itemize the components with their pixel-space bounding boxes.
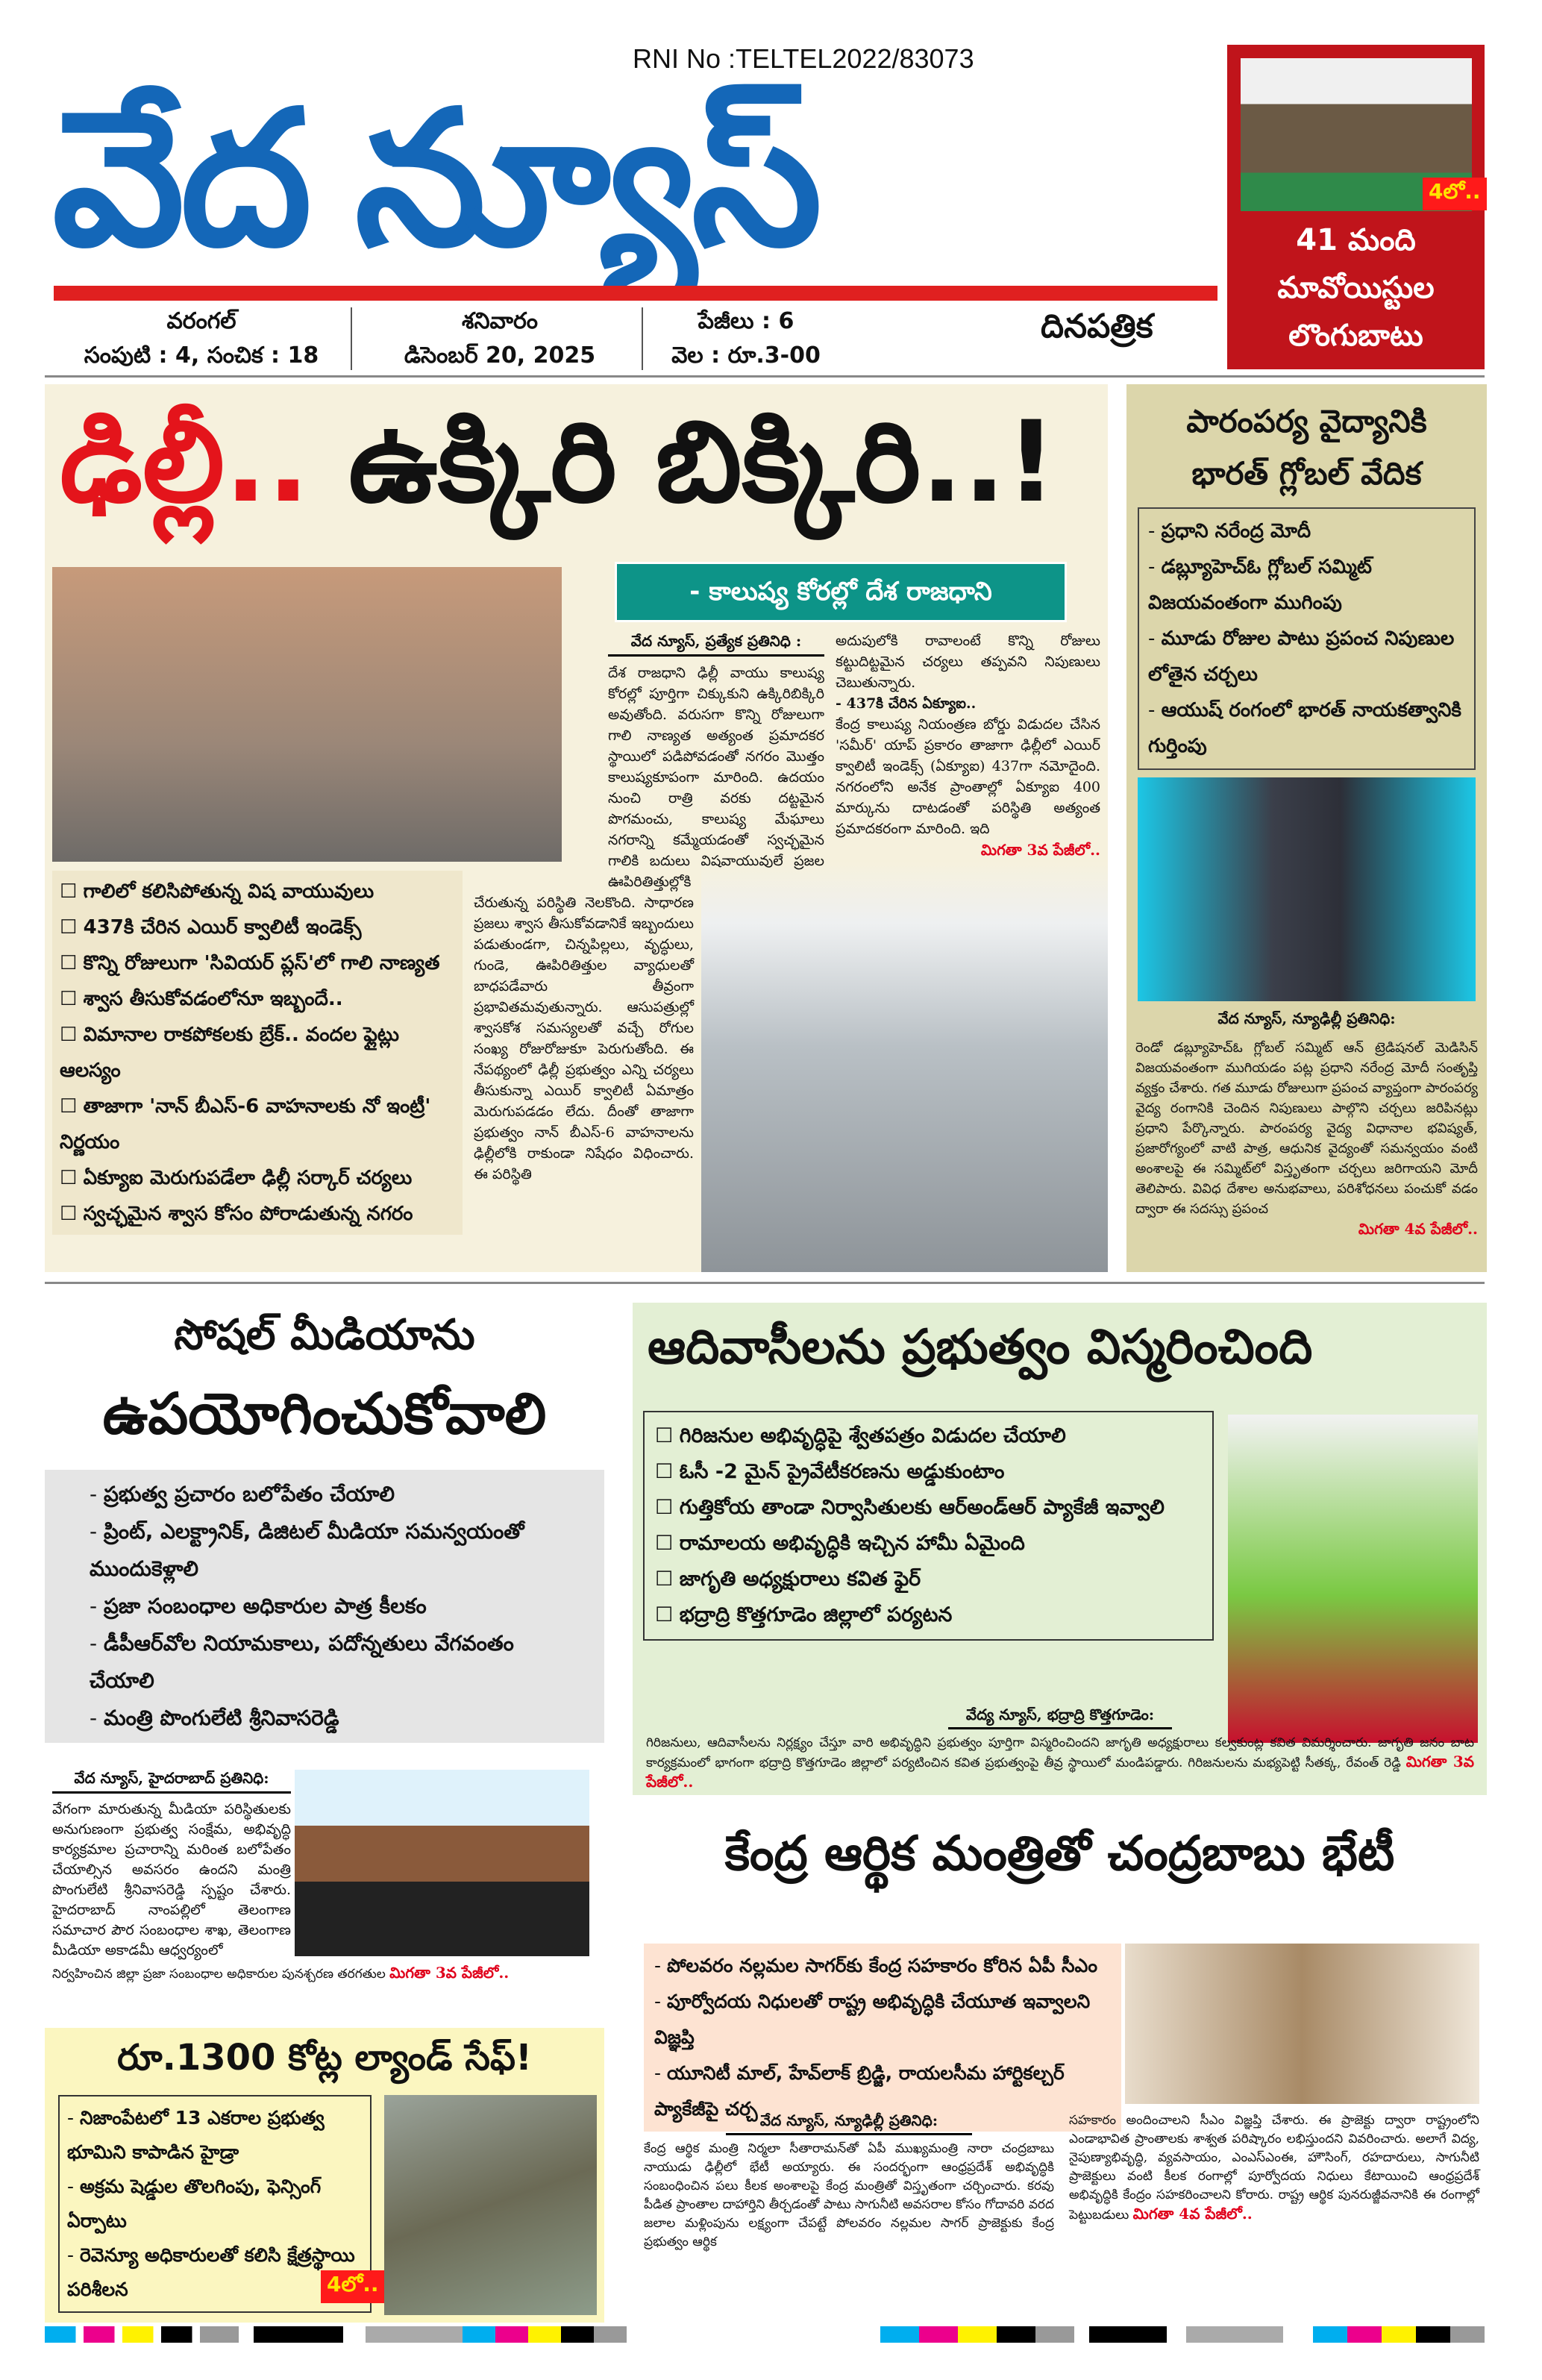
article-body: వేగంగా మారుతున్న మీడియా పరిస్థితులకు అనుగుణంగా ప్రభుత్వ సంక్షేమ, అభివృద్ధి కార్యక్రమాల ప్రచారాన్ని మరింత బలోపేతం చేయాల్సిన అవసరం ఉందని మంత్రి పొంగులేటి శ్రీనివాసరెడ్డి స్పష్టం చేశారు. హైదరాబాద్ నాంపల్లిలో తెలంగాణ సమాచార పౌర సంబంధాల శాఖ, తెలంగాణ మీడియా అకాడమీ ఆధ్వర్యంలో [52, 1801, 291, 1958]
social-highlights [45, 1470, 604, 1743]
headline-black: ఉక్కిరి బిక్కిరి..! [348, 398, 1057, 527]
byline: వేద న్యూస్, న్యూఢిల్లీ ప్రతినిధి: [1217, 1009, 1396, 1027]
highlight: - పూర్వోదయ నిధులతో రాష్ట్ర అభివృద్ధికి చేయూత ఇవ్వాలని విజ్ఞప్తి [654, 1984, 1111, 2055]
headline: కేంద్ర ఆర్థిక మంత్రితో చంద్రబాబు భేటీ [724, 1826, 1395, 1882]
highlight: ☐ కొన్ని రోజులుగా 'సివియర్ ప్లస్'లో గాలి నాణ్యత [60, 945, 455, 981]
color-registration-bar [1313, 2326, 1485, 2343]
color-registration-bar [45, 2326, 239, 2343]
modi-highlights [1138, 507, 1476, 770]
highlight: ☐ భద్రాద్రి కొత్తగూడెం జిల్లాలో పర్యటన [655, 1597, 1202, 1633]
article-body: కేంద్ర ఆర్థిక మంత్రి నిర్మలా సీతారామన్‌తో ఏపీ ముఖ్యమంత్రి నారా చంద్రబాబు నాయుడు ఢిల్లీలో భేటీ అయ్యారు. ఈ సందర్భంగా ఆంధ్రప్రదేశ్ అభివృద్ధికి సంబంధించిన పలు కీలక అంశాలపై కేంద్ర మంత్రితో విస్తృతంగా చర్చించారు. కరవు పీడిత ప్రాంతాల దాహార్తిని తీర్చడంతో పాటు సాగునీటి అవసరాల కోసం గోదావరి వరద జలాల మళ్లింపును లక్ష్యంగా చేపట్టే పోలవరం నల్లమల సాగర్ ప్రాజెక్టుకు కేంద్ర ప్రభుత్వం ఆర్థిక [644, 2141, 1054, 2249]
highlight: - మంత్రి పొంగులేటి శ్రీనివాసరెడ్డి [90, 1700, 560, 1737]
article-body: నిర్వహించిన జిల్లా ప్రజా సంబంధాల అధికారుల పునశ్చరణ తరగతుల [52, 1967, 386, 1982]
highlight: ☐ శ్వాస తీసుకోవడంలోనూ ఇబ్బందే.. [60, 981, 455, 1017]
subheading: - 437కి చేరిన ఏక్యూఐ.. [836, 695, 977, 712]
highlight: - అక్రమ షెడ్డుల తొలగింపు, ఫెన్సింగ్ ఏర్పాటు [67, 2170, 363, 2238]
demolition-photo [384, 2095, 597, 2315]
highlight: ☐ తాజాగా 'నాన్ బీఎస్-6 వాహనాలకు నో ఇంట్రీ' నిర్ణయం [60, 1089, 455, 1160]
divider [45, 1282, 1485, 1284]
cbn-highlights [644, 1944, 1121, 2132]
article-body: అదుపులోకి రావాలంటే కొన్ని రోజులు కట్టుదిట్టమైన చర్యలు తప్పవని నిపుణులు చెబుతున్నారు. [836, 633, 1100, 691]
headline: పారంపర్య వైద్యానికి [1186, 403, 1427, 439]
masthead-rule [54, 286, 1217, 301]
layout-spacer [474, 630, 608, 877]
edition-info [60, 304, 343, 373]
highlight: ☐ గాలిలో కలిసిపోతున్న విష వాయువులు [60, 874, 455, 909]
divider [45, 375, 1485, 378]
article-body: ఊపిరితిత్తుల్లోకి చేరుతున్న పరిస్థితి నెలకొంది. సాధారణ ప్రజలు శ్వాస తీసుకోవడానికే ఇబ్బందులు పడుతుండగా, చిన్నపిల్లలు, వృద్ధులు, గుండె, ఊపిరితిత్తుల వ్యాధులతో బాధపడేవారు తీవ్రంగా ప్రభావితమవుతున్నారు. ఆసుపత్రుల్లో శ్వాసకోశ సమస్యలతో వచ్చే రోగుల సంఖ్య రోజురోజుకూ పెరుగుతోంది. ఈ నేపథ్యంలో ఢిల్లీ ప్రభుత్వం ఎన్ని చర్యలు తీసుకున్నా ఎయిర్ క్వాలిటీ ఏమాత్రం మెరుగుపడడం లేదు. దీంతో తాజాగా ప్రభుత్వం నాన్ బీఎస్-6 వాహనాలను ఢిల్లీలోకి రాకుండా నిషేధం విధించారు. ఈ పరిస్థితి [474, 874, 694, 1183]
highlight: - నిజాంపేటలో 13 ఎకరాల ప్రభుత్వ భూమిని కాపాడిన హైడ్రా [67, 2101, 363, 2170]
article-body: గిరిజనులు, ఆదివాసీలను నిర్లక్ష్యం చేస్తూ వారి అభివృద్ధిని ప్రభుత్వం పూర్తిగా విస్మరించిందని జాగృతి అధ్యక్షురాలు కల్వకుంట్ల కవిత విమర్శించారు. జాగృతి జనం బాట కార్యక్రమంలో భాగంగా భద్రాద్రి కొత్తగూడెం జిల్లాలో పర్యటించిన కవిత ప్రభుత్వంపై తీవ్ర స్థాయిలో మండిపడ్డారు. గిరిజనులను మభ్యపెట్టి సీతక్క, రేవంత్ రెడ్డి [646, 1735, 1474, 1770]
meeting-photo [1125, 1944, 1479, 2104]
highlight: - పోలవరం నల్లమల సాగర్‌కు కేంద్ర సహకారం కోరిన ఏపీ సీఎం [654, 1948, 1111, 1984]
article-body: కేంద్ర కాలుష్య నియంత్రణ బోర్డు విడుదల చేసిన 'సమీర్' యాప్ ప్రకారం తాజాగా ఢిల్లీలో ఎయిర్ క్వాలిటీ ఇండెక్స్ (ఏక్యూఐ) 437గా నమోదైంది. నగరంలోని అనేక ప్రాంతాల్లో ఏక్యూఐ 400 మార్కును దాటడంతో పరిస్థితి అత్యంత ప్రమాదకరంగా మారింది. ఇది [836, 716, 1100, 837]
byline: వేద న్యూస్, హైదరాబాద్ ప్రతినిధి: [52, 1768, 291, 1794]
highlight: ☐ గుత్తికోయ తాండా నిర్వాసితులకు ఆర్‌అండ్‌ఆర్ ప్యాకేజీ ఇవ్వాలి [655, 1490, 1202, 1526]
article-body: దేశ రాజధాని ఢిల్లీ వాయు కాలుష్య కోరల్లో పూర్తిగా చిక్కుకుని ఉక్కిరిబిక్కిరి అవుతోంది. వరుసగా కొన్ని రోజులుగా గాలి నాణ్యత అత్యంత ప్రమాదకర స్థాయిలో పడిపోవడంతో నగరం మొత్తం కాలుష్యకూపంగా మారింది. ఉదయం నుంచి రాత్రి వరకు దట్టమైన పొగమంచు, కాలుష్య మేఘాలు నగరాన్ని కమ్మేయడంతో స్వచ్ఛమైన గాలికి బదులు విషవాయువులే ప్రజల [608, 665, 824, 869]
city: వరంగల్ [166, 308, 236, 334]
continued-link[interactable]: మిగతా 3వ పేజీలో.. [389, 1964, 510, 1982]
continued-link[interactable]: మిగతా 3వ పేజీలో.. [980, 841, 1100, 859]
chandrababu-story[interactable] [633, 1813, 1487, 2324]
layout-spacer [694, 877, 824, 1272]
land-safe-story[interactable] [45, 2028, 604, 2323]
price-info [649, 304, 843, 373]
teaser-line: మావోయిస్టుల [1277, 271, 1435, 305]
headline: ఆదివాసీలను ప్రభుత్వం విస్మరించింది [648, 1320, 1313, 1375]
highlight: - డబ్ల్యూహెచ్ఓ గ్లోబల్ సమ్మిట్ విజయవంతంగా ముగింపు [1148, 549, 1465, 621]
continued-link[interactable]: మిగతా 3వ పేజీలో.. [646, 1753, 1475, 1791]
pages: పేజీలు : 6 [698, 308, 794, 334]
adivasi-story[interactable] [633, 1303, 1487, 1795]
adivasi-highlights [643, 1411, 1214, 1641]
meeting-photo [295, 1770, 589, 1956]
highlight: - ప్రభుత్వ ప్రచారం బలోపేతం చేయాలి [90, 1476, 560, 1513]
volume: సంపుటి : 4, సంచిక : 18 [84, 342, 319, 369]
subheadline-banner: - కాలుష్య కోరల్లో దేశ రాజధాని [615, 562, 1067, 622]
headline: సోషల్ మీడియాను [174, 1311, 475, 1359]
highlight: - యూనిటీ మాల్, హేవ్‌లాక్ బ్రిడ్జి, రాయలసీమ హార్టికల్చర్ ప్యాకేజీపై చర్చ [654, 2055, 1111, 2127]
highlight: ☐ ఏక్యూఐ మెరుగుపడేలా ఢిల్లీ సర్కార్ చర్యలు [60, 1160, 455, 1196]
highlight: - డీపీఆర్‌వోల నియామకాలు, పదోన్నతులు వేగవంతం చేయాలి [90, 1625, 560, 1700]
highlight: - ప్రధాని నరేంద్ర మోదీ [1148, 513, 1465, 549]
divider [642, 307, 643, 370]
highlight: - మూడు రోజుల పాటు ప్రపంచ నిపుణుల లోతైన చర్చలు [1148, 621, 1465, 692]
highlight: - ప్రజా సంబంధాల అధికారుల పాత్ర కీలకం [90, 1588, 560, 1625]
weekday: శనివారం [462, 308, 538, 334]
edition-label: దినపత్రిక [1041, 307, 1153, 345]
continued-link[interactable]: మిగతా 4వ పేజీలో.. [1132, 2205, 1253, 2223]
byline: వేద న్యూస్, న్యూఢిల్లీ ప్రతినిధి: [726, 2111, 972, 2135]
divider [351, 307, 352, 370]
kavitha-photo [1228, 1415, 1478, 1743]
newspaper-logo: వేద న్యూస్ [52, 75, 818, 283]
teaser-line: 41 మంది [1296, 223, 1416, 257]
modi-story[interactable] [1126, 384, 1487, 1272]
price: వెల : రూ.3-00 [671, 342, 821, 369]
color-registration-bar [880, 2326, 1074, 2343]
grayscale-bar [254, 2326, 477, 2343]
highlight: ☐ విమానాల రాకపోకలకు బ్రేక్.. వందల ఫ్లైట్లు ఆలస్యం [60, 1017, 455, 1089]
highlight: - ఆయుష్ రంగంలో భారత్ నాయకత్వానికి గుర్తింపు [1148, 692, 1465, 764]
article-body: రెండో డబ్ల్యూహెచ్ఓ గ్లోబల్ సమ్మిట్ ఆన్ ట్రెడిషనల్ మెడిసిన్ విజయవంతంగా ముగియడం పట్ల ప్రధాని నరేంద్ర మోదీ సంతృప్తి వ్యక్తం చేశారు. గత మూడు రోజులుగా ప్రపంచ వ్యాప్తంగా పారంపర్య వైద్య రంగానికి చెందిన నిపుణులు పాల్గొని చర్చలు జరిపినట్లు ప్రధాని పేర్కొన్నారు. పారంపర్య వైద్య విధానాల భవిష్యత్, ప్రజారోగ్యంలో వాటి పాత్ర, ఆధునిక వైద్యంతో సమన్వయం వంటి అంశాలపై ఈ సమ్మిట్‌లో విస్తృతంగా చర్చలు జరిగాయని మోదీ తెలిపారు. వివిధ దేశాల అనుభవాలు, పరిశోధనలు పంచుకో వడం ద్వారా ఈ సదస్సు ప్రపంచ [1135, 1040, 1478, 1217]
page-tag: 4లో.. [1423, 178, 1487, 210]
highlight: ☐ గిరిజనుల అభివృద్ధిపై శ్వేతపత్రం విడుదల చేయాలి [655, 1418, 1202, 1454]
delhi-story[interactable] [45, 384, 1108, 1272]
article-body: సహకారం అందించాలని సీఎం విజ్ఞప్తి చేశారు. ఈ ప్రాజెక్టు ద్వారా రాష్ట్రంలోని ఎండాభావిత ప్రాంతాలకు శాశ్వత పరిష్కారం లభిస్తుందని వివరించారు. అలాగే విద్య, నైపుణ్యాభివృద్ధి, వ్యవసాయం, ఎంఎస్ఎంఈ, హౌసింగ్, రహదారులు, సాగునీటి ప్రాజెక్టులు వంటి కీలక రంగాల్లో పూర్వోదయ నిధులు కేటాయించి ఆంధ్రప్రదేశ్ అభివృద్ధికి కేంద్రం సహకరించాలని కోరారు. రాష్ట్ర ఆర్థిక పునరుజ్జీవనానికి ఈ రంగాల్లో పెట్టుబడులు [1069, 2113, 1479, 2223]
highlight: ☐ స్వచ్ఛమైన శ్వాస కోసం పోరాడుతున్న నగరం [60, 1196, 455, 1232]
highlight: - రెవెన్యూ అధికారులతో కలిసి క్షేత్రస్థాయి పరిశీలన [67, 2238, 363, 2307]
headline: ఉపయోగించుకోవాలి [102, 1380, 547, 1447]
continued-link[interactable]: మిగతా 4వ పేజీలో.. [1358, 1220, 1478, 1238]
highlight: - ప్రింట్, ఎలక్ట్రానిక్, డిజిటల్ మీడియా సమన్వయంతో ముందుకెళ్లాలి [90, 1513, 560, 1588]
headline: రూ.1300 కోట్ల ల్యాండ్ సేఫ్! [117, 2037, 532, 2079]
grayscale-bar [1089, 2326, 1283, 2343]
highlight: ☐ 437కి చేరిన ఎయిర్ క్వాలిటీ ఇండెక్స్ [60, 909, 455, 945]
delhi-highlights [52, 871, 463, 1235]
date-info [358, 304, 642, 373]
highlight: ☐ రామాలయ అభివృద్ధికి ఇచ్చిన హామీ ఏమైంది [655, 1526, 1202, 1562]
highlight: ☐ ఓసీ -2 మైన్ ప్రైవేటీకరణను అడ్డుకుంటాం [655, 1454, 1202, 1490]
social-media-story[interactable] [45, 1298, 604, 2014]
modi-photo [1138, 777, 1476, 1001]
date: డిసెంబర్ 20, 2025 [404, 342, 596, 369]
headline-red: ఢిల్లీ.. [60, 398, 310, 527]
headline: భారత్ గ్లోబల్ వేదిక [1191, 455, 1422, 492]
teaser-line: లొంగుబాటు [1288, 319, 1423, 353]
highlight: ☐ జాగృతి అధ్యక్షురాలు కవిత ఫైర్ [655, 1562, 1202, 1597]
rni-number: RNI No :TELTEL2022/83073 [633, 43, 974, 74]
color-registration-bar [463, 2326, 627, 2343]
teaser-maoist-surrender[interactable] [1227, 45, 1485, 369]
byline: వేద న్యూస్, ప్రత్యేక ప్రతినిధి : [608, 630, 824, 657]
byline: వేద్య న్యూస్, భద్రాద్రి కొత్తగూడెం: [948, 1706, 1172, 1729]
page-tag[interactable]: 4లో.. [321, 2270, 385, 2303]
